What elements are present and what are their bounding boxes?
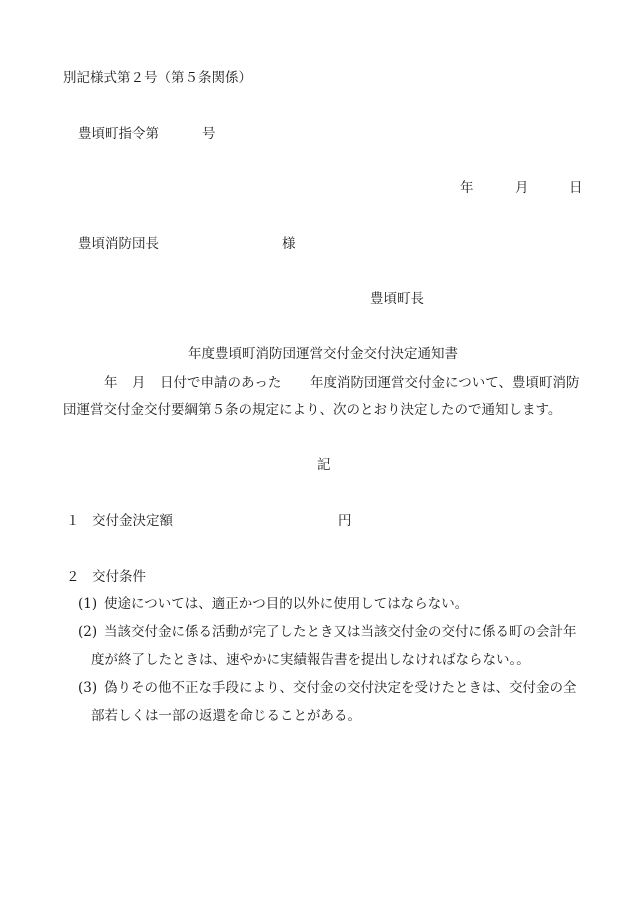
body-year: 年 bbox=[104, 375, 118, 391]
body-day-applied: 日付で申請のあった bbox=[160, 375, 282, 391]
body-fiscal-year-text: 年度消防団運営交付金について、豊頃町消防 bbox=[310, 375, 580, 391]
item1-label: 交付金決定額 bbox=[92, 513, 173, 529]
condition-2-text-cont: 度が終了したときは、速やかに実績報告書を提出しなければならない。。 bbox=[91, 652, 530, 668]
body-month: 月 bbox=[132, 375, 146, 391]
condition-3-text-cont: 部若しくは一部の返還を命じることがある。 bbox=[91, 708, 361, 724]
sender-name: 豊頃町長 bbox=[370, 291, 424, 307]
body-line-2: 団運営交付金交付要綱第５条の規定により、次のとおり決定したので通知します。 bbox=[63, 402, 562, 418]
ki-heading: 記 bbox=[317, 457, 331, 473]
date-month: 月 bbox=[515, 180, 529, 196]
condition-3-number: (3) bbox=[78, 680, 98, 696]
item1-number: １ bbox=[66, 513, 80, 529]
condition-3-text: 偽りその他不正な手段により、交付金の交付決定を受けたときは、交付金の全 bbox=[104, 680, 577, 696]
addressee-name: 豊頃消防団長 bbox=[78, 236, 159, 252]
condition-2-number: (2) bbox=[78, 624, 98, 640]
date-year: 年 bbox=[460, 180, 474, 196]
item2-label: 交付条件 bbox=[92, 569, 146, 585]
ref-number-suffix: 号 bbox=[202, 126, 216, 142]
condition-2-text: 当該交付金に係る活動が完了したとき又は当該交付金の交付に係る町の会計年 bbox=[104, 624, 577, 640]
condition-1-number: (1) bbox=[78, 596, 98, 612]
date-day: 日 bbox=[569, 180, 583, 196]
document-title: 年度豊頃町消防団運営交付金交付決定通知書 bbox=[188, 346, 458, 362]
form-label: 別記様式第２号（第５条関係） bbox=[63, 70, 252, 86]
condition-1-text: 使途については、適正かつ目的以外に使用してはならない。 bbox=[104, 596, 469, 612]
item1-unit: 円 bbox=[338, 513, 352, 529]
addressee-honorific: 様 bbox=[282, 236, 296, 252]
item2-number: ２ bbox=[66, 569, 80, 585]
ref-number-prefix: 豊頃町指令第 bbox=[78, 126, 159, 142]
